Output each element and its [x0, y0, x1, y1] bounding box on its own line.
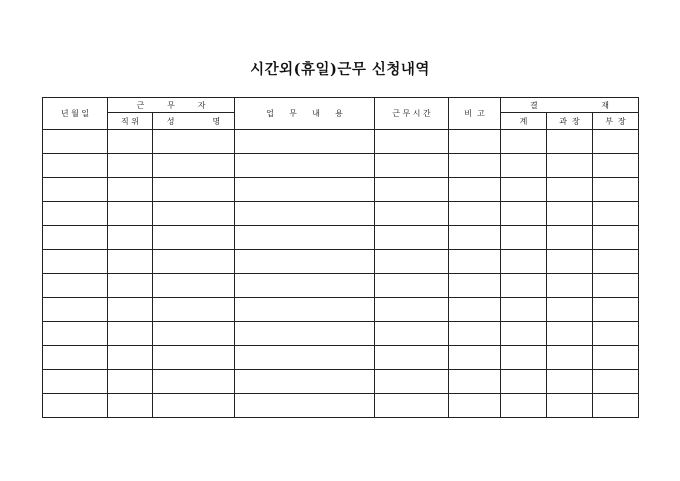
date-cell[interactable]: [43, 226, 108, 250]
name-cell[interactable]: [153, 226, 235, 250]
work-hours-cell[interactable]: [375, 322, 449, 346]
staff-sign-cell[interactable]: [501, 226, 547, 250]
position-cell[interactable]: [108, 322, 153, 346]
dept-head-sign-cell[interactable]: [593, 298, 639, 322]
table-row: [43, 154, 639, 178]
date-cell[interactable]: [43, 130, 108, 154]
header-remarks: 비 고: [449, 98, 501, 130]
date-cell[interactable]: [43, 274, 108, 298]
remarks-cell[interactable]: [449, 130, 501, 154]
table-row: [43, 346, 639, 370]
staff-sign-cell[interactable]: [501, 250, 547, 274]
table-row: [43, 130, 639, 154]
remarks-cell[interactable]: [449, 298, 501, 322]
name-cell[interactable]: [153, 130, 235, 154]
table-row: [43, 226, 639, 250]
remarks-cell[interactable]: [449, 274, 501, 298]
header-row-1: [43, 98, 639, 113]
dept-head-sign-cell[interactable]: [593, 346, 639, 370]
position-cell[interactable]: [108, 394, 153, 418]
remarks-cell[interactable]: [449, 250, 501, 274]
header-dept-head: 부 장: [593, 113, 639, 130]
work-hours-cell[interactable]: [375, 346, 449, 370]
table-body: [43, 130, 639, 418]
section-chief-sign-cell[interactable]: [547, 250, 593, 274]
header-work-content: 업 무 내 용: [235, 98, 375, 130]
work-content-cell[interactable]: [235, 178, 375, 202]
date-cell[interactable]: [43, 178, 108, 202]
remarks-cell[interactable]: [449, 154, 501, 178]
section-chief-sign-cell[interactable]: [547, 346, 593, 370]
table-row: [43, 274, 639, 298]
name-cell[interactable]: [153, 202, 235, 226]
position-cell[interactable]: [108, 250, 153, 274]
work-hours-cell[interactable]: [375, 274, 449, 298]
section-chief-sign-cell[interactable]: [547, 322, 593, 346]
table-row: [43, 250, 639, 274]
staff-sign-cell[interactable]: [501, 394, 547, 418]
header-section-chief: 과 장: [547, 113, 593, 130]
remarks-cell[interactable]: [449, 346, 501, 370]
table-row: [43, 202, 639, 226]
remarks-cell[interactable]: [449, 178, 501, 202]
dept-head-sign-cell[interactable]: [593, 154, 639, 178]
work-hours-cell[interactable]: [375, 154, 449, 178]
staff-sign-cell[interactable]: [501, 274, 547, 298]
work-hours-cell[interactable]: [375, 298, 449, 322]
position-cell[interactable]: [108, 298, 153, 322]
section-chief-sign-cell[interactable]: [547, 178, 593, 202]
header-staff: 계: [501, 113, 547, 130]
position-cell[interactable]: [108, 346, 153, 370]
work-hours-cell[interactable]: [375, 202, 449, 226]
table-row: [43, 394, 639, 418]
work-hours-cell[interactable]: [375, 226, 449, 250]
section-chief-sign-cell[interactable]: [547, 370, 593, 394]
table-row: [43, 298, 639, 322]
remarks-cell[interactable]: [449, 370, 501, 394]
dept-head-sign-cell[interactable]: [593, 226, 639, 250]
position-cell[interactable]: [108, 154, 153, 178]
date-cell[interactable]: [43, 322, 108, 346]
date-cell[interactable]: [43, 154, 108, 178]
work-content-cell[interactable]: [235, 274, 375, 298]
header-position: 직 위: [108, 113, 153, 130]
dept-head-sign-cell[interactable]: [593, 202, 639, 226]
work-hours-cell[interactable]: [375, 370, 449, 394]
work-content-cell[interactable]: [235, 346, 375, 370]
position-cell[interactable]: [108, 226, 153, 250]
staff-sign-cell[interactable]: [501, 322, 547, 346]
remarks-cell[interactable]: [449, 394, 501, 418]
dept-head-sign-cell[interactable]: [593, 250, 639, 274]
date-cell[interactable]: [43, 250, 108, 274]
header-work-hours: 근 무 시 간: [375, 98, 449, 130]
position-cell[interactable]: [108, 202, 153, 226]
work-content-cell[interactable]: [235, 154, 375, 178]
section-chief-sign-cell[interactable]: [547, 154, 593, 178]
remarks-cell[interactable]: [449, 202, 501, 226]
position-cell[interactable]: [108, 274, 153, 298]
work-content-cell[interactable]: [235, 370, 375, 394]
staff-sign-cell[interactable]: [501, 154, 547, 178]
remarks-cell[interactable]: [449, 226, 501, 250]
position-cell[interactable]: [108, 130, 153, 154]
position-cell[interactable]: [108, 178, 153, 202]
section-chief-sign-cell[interactable]: [547, 130, 593, 154]
name-cell[interactable]: [153, 274, 235, 298]
header-approval: 결 재: [501, 98, 639, 113]
name-cell[interactable]: [153, 250, 235, 274]
work-content-cell[interactable]: [235, 226, 375, 250]
header-worker: 근 무 자: [108, 98, 235, 113]
work-hours-cell[interactable]: [375, 178, 449, 202]
table-row: [43, 322, 639, 346]
work-content-cell[interactable]: [235, 394, 375, 418]
dept-head-sign-cell[interactable]: [593, 322, 639, 346]
name-cell[interactable]: [153, 346, 235, 370]
work-content-cell[interactable]: [235, 130, 375, 154]
staff-sign-cell[interactable]: [501, 130, 547, 154]
position-cell[interactable]: [108, 370, 153, 394]
dept-head-sign-cell[interactable]: [593, 394, 639, 418]
section-chief-sign-cell[interactable]: [547, 226, 593, 250]
work-hours-cell[interactable]: [375, 394, 449, 418]
remarks-cell[interactable]: [449, 322, 501, 346]
dept-head-sign-cell[interactable]: [593, 130, 639, 154]
dept-head-sign-cell[interactable]: [593, 274, 639, 298]
date-cell[interactable]: [43, 346, 108, 370]
staff-sign-cell[interactable]: [501, 298, 547, 322]
date-cell[interactable]: [43, 394, 108, 418]
work-content-cell[interactable]: [235, 250, 375, 274]
work-hours-cell[interactable]: [375, 250, 449, 274]
staff-sign-cell[interactable]: [501, 370, 547, 394]
date-cell[interactable]: [43, 298, 108, 322]
date-cell[interactable]: [43, 202, 108, 226]
table-row: [43, 370, 639, 394]
staff-sign-cell[interactable]: [501, 202, 547, 226]
name-cell[interactable]: [153, 178, 235, 202]
dept-head-sign-cell[interactable]: [593, 370, 639, 394]
section-chief-sign-cell[interactable]: [547, 298, 593, 322]
form-title: 시간외(휴일)근무 신청내역: [250, 61, 430, 78]
section-chief-sign-cell[interactable]: [547, 274, 593, 298]
table-row: [43, 178, 639, 202]
name-cell[interactable]: [153, 154, 235, 178]
name-cell[interactable]: [153, 394, 235, 418]
work-content-cell[interactable]: [235, 322, 375, 346]
dept-head-sign-cell[interactable]: [593, 178, 639, 202]
name-cell[interactable]: [153, 370, 235, 394]
date-cell[interactable]: [43, 370, 108, 394]
section-chief-sign-cell[interactable]: [547, 202, 593, 226]
header-name: 성 명: [153, 113, 235, 130]
staff-sign-cell[interactable]: [501, 346, 547, 370]
work-hours-cell[interactable]: [375, 130, 449, 154]
name-cell[interactable]: [153, 298, 235, 322]
header-date: 년 월 일: [43, 98, 108, 130]
staff-sign-cell[interactable]: [501, 178, 547, 202]
work-content-cell[interactable]: [235, 298, 375, 322]
name-cell[interactable]: [153, 322, 235, 346]
work-content-cell[interactable]: [235, 202, 375, 226]
section-chief-sign-cell[interactable]: [547, 394, 593, 418]
overtime-request-table: [42, 97, 639, 418]
